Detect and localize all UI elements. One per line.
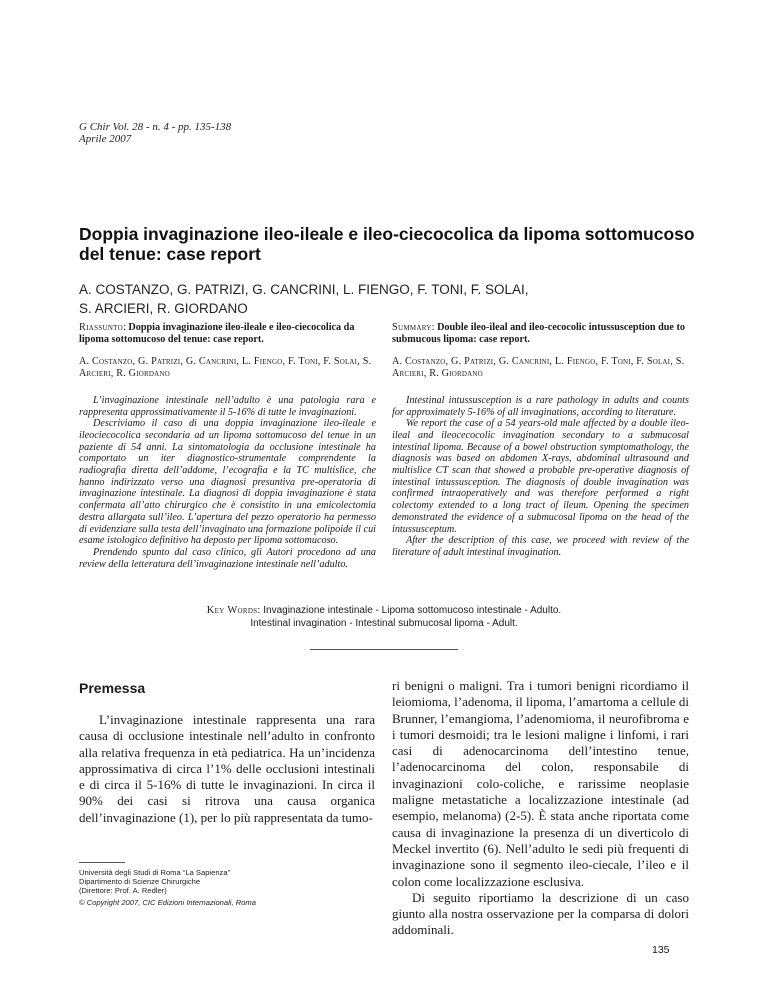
page-number: 135 [652,944,670,956]
abstract-italian-body [79,395,376,571]
abstract-italian-title: Doppia invaginazione ileo-ileale e ileo-ciecocolica da lipoma sottomucoso del tenue: case report. [79,322,355,345]
section-heading: Premessa [79,680,146,696]
authors-line-2: S. ARCIERI, R. GIORDANO [79,301,248,316]
authors-line-1: A. COSTANZO, G. PATRIZI, G. CANCRINI, L. FIENGO, F. TONI, F. SOLAI, [79,282,529,297]
journal-citation [79,121,231,145]
abstract-italian-paragraph: L’invaginazione intestinale nell’adulto è una patologia rara e rappresenta approssimativamente il 5-16% di tutte le invaginazioni. [79,394,376,418]
abstract-english-paragraph: After the description of this case, we proceed with review of the literature of adult intestinal invagination. [392,535,689,558]
journal-volume-line: G Chir Vol. 28 - n. 4 - pp. 135-138 [79,121,232,133]
abstract-english-body [392,395,689,559]
body-paragraph: L’invaginazione intestinale rappresenta una rara causa di occlusione intestinale nell’adulto in confronto alla relativa frequenza in età pediatrica. Ha un’incidenza approssimativa di circa l’1% delle occlusioni intestinali e di circa il 5-16% di tutte le invaginazioni. In circa il 90% dei casi si ritrova una causa organica dell’invaginazione (1), per lo più rappresentata da tumo- [79,712,375,825]
abstract-english-paragraph: We report the case of a 54 years-old male affected by a double ileo-ileal and ileocecocolic invagination secondary to a submucosal intestinal lipoma. Because of a bowel obstruction symptomathology, the diagnosis was based on abdomen X-rays, abdominal ultrasound and multislice CT scan that showed a probable pre-operative diagnosis of intestinal intussusception. The diagnosis of double invagination was confirmed intraoperatively and was therefore performed a right colectomy extended to a long tract of ileum. Opening the specimen demonstrated the evidence of a submucosal lipoma on the head of the intussusceptum. [392,418,689,535]
abstract-english-paragraph: Intestinal intussusception is a rare pathology in adults and counts for approximately 5-16% of all invaginations, according to literature. [392,394,689,418]
affiliation-footnote [79,868,256,907]
abstract-italian-label: Riassunto [79,322,123,333]
article-authors [79,280,699,318]
body-paragraph: ri benigni o maligni. Tra i tumori benigni ricordiamo il leiomioma, l’adenoma, il lipoma, l’amartoma a cellule di Brunner, l’emangioma, l’adenomioma, il neurofibroma e i tumori desmoidi; tra le lesioni maligne i linfomi, i rari casi di adenocarcinoma dell’intestino tenue, l’adenocarcinoma del colon, responsabile di invaginazioni colo-coliche, e rarissime neoplasie maligne metastatiche a localizzazione intestinale (ad esempio, melanoma) (2-5). È stata anche riportata come causa di invaginazione la presenza di un diverticolo di Meckel invertito (6). Nell’adulto le sedi più frequenti di invaginazione sono il segmento ileo-ciecale, l’ileo e il colon come localizzazione esclusiva. [392,678,689,889]
affiliation-director: (Direttore: Prof. A. Redler) [79,886,167,895]
abstract-english-authors: A. Costanzo, G. Patrizi, G. Cancrini, L. Fiengo, F. Toni, F. Solai, S. Arcieri, R. Giordano [392,356,685,380]
affiliation-university: Università degli Studi di Roma “La Sapienza” [79,868,231,877]
abstract-italian-heading: Riassunto: Doppia invaginazione ileo-ileale e ileo-ciecocolica da lipoma sottomucoso del tenue: case report. [79,322,355,345]
footnote-divider [79,862,125,863]
abstract-english-heading: Summary: Double ileo-ileal and ileo-cecocolic intussusception due to submucous lipoma: case report. [392,322,685,345]
abstract-english-title: Double ileo-ileal and ileo-cecocolic intussusception due to submucous lipoma: case report. [392,322,685,345]
affiliation-department: Dipartimento di Scienze Chirurgiche [79,877,201,886]
copyright-notice: © Copyright 2007, CIC Edizioni Internazionali, Roma [79,898,256,907]
keywords-english: Intestinal invagination - Intestinal submucosal lipoma - Adult. [250,618,518,629]
abstract-italian [79,322,376,570]
abstract-english-label: Summary [392,322,432,333]
abstract-italian-authors: A. Costanzo, G. Patrizi, G. Cancrini, L. Fiengo, F. Toni, F. Solai, S. Arcieri, R. Giordano [79,356,372,380]
abstract-english [392,322,689,559]
keywords [0,604,768,630]
abstract-italian-paragraph: Prendendo spunto dal caso clinico, gli Autori procedono ad una review della letteratura dell’invaginazione intestinale nell’adulto. [79,546,376,570]
body-paragraph: Di seguito riportiamo la descrizione di un caso giunto alla nostra osservazione per la comparsa di dolori addominali. [392,889,689,938]
body-column-right [392,678,689,939]
journal-date-line: Aprile 2007 [79,133,132,145]
article-title: Doppia invaginazione ileo-ileale e ileo-ciecocolica da lipoma sottomucoso del tenue: case report [79,224,695,264]
abstract-italian-paragraph: Descriviamo il caso di una doppia invaginazione ileo-ileale e ileociecocolica secondaria ad un lipoma sottomucoso del tenue in un paziente di 54 anni. La sintomatologia da occlusione intestinale ha comportato un iter diagnostico-strumentale comprendente la radiografia diretta dell’addome, l’ecografia e la TC multislice, che hanno indirizzato verso una diagnosi presuntiva pre-operatoria di invaginazione intestinale. La diagnosi di doppia invaginazione è stata confermata all’atto chirurgico che è consistito in una emicolectomia destra allargata sull’ileo. L’apertura del pezzo operatorio ha permesso di evidenziare sulla testa dell’invaginato una formazione polipoide il cui esame istologico definitivo ha deposto per lipoma sottomucoso. [79,418,376,547]
keywords-italian-line [0,604,768,617]
body-column-left [79,712,375,826]
section-divider [310,649,458,650]
keywords-label: Key Words: [206,605,261,616]
keywords-italian: Invaginazione intestinale - Lipoma sottomucoso intestinale - Adulto. [263,605,562,616]
